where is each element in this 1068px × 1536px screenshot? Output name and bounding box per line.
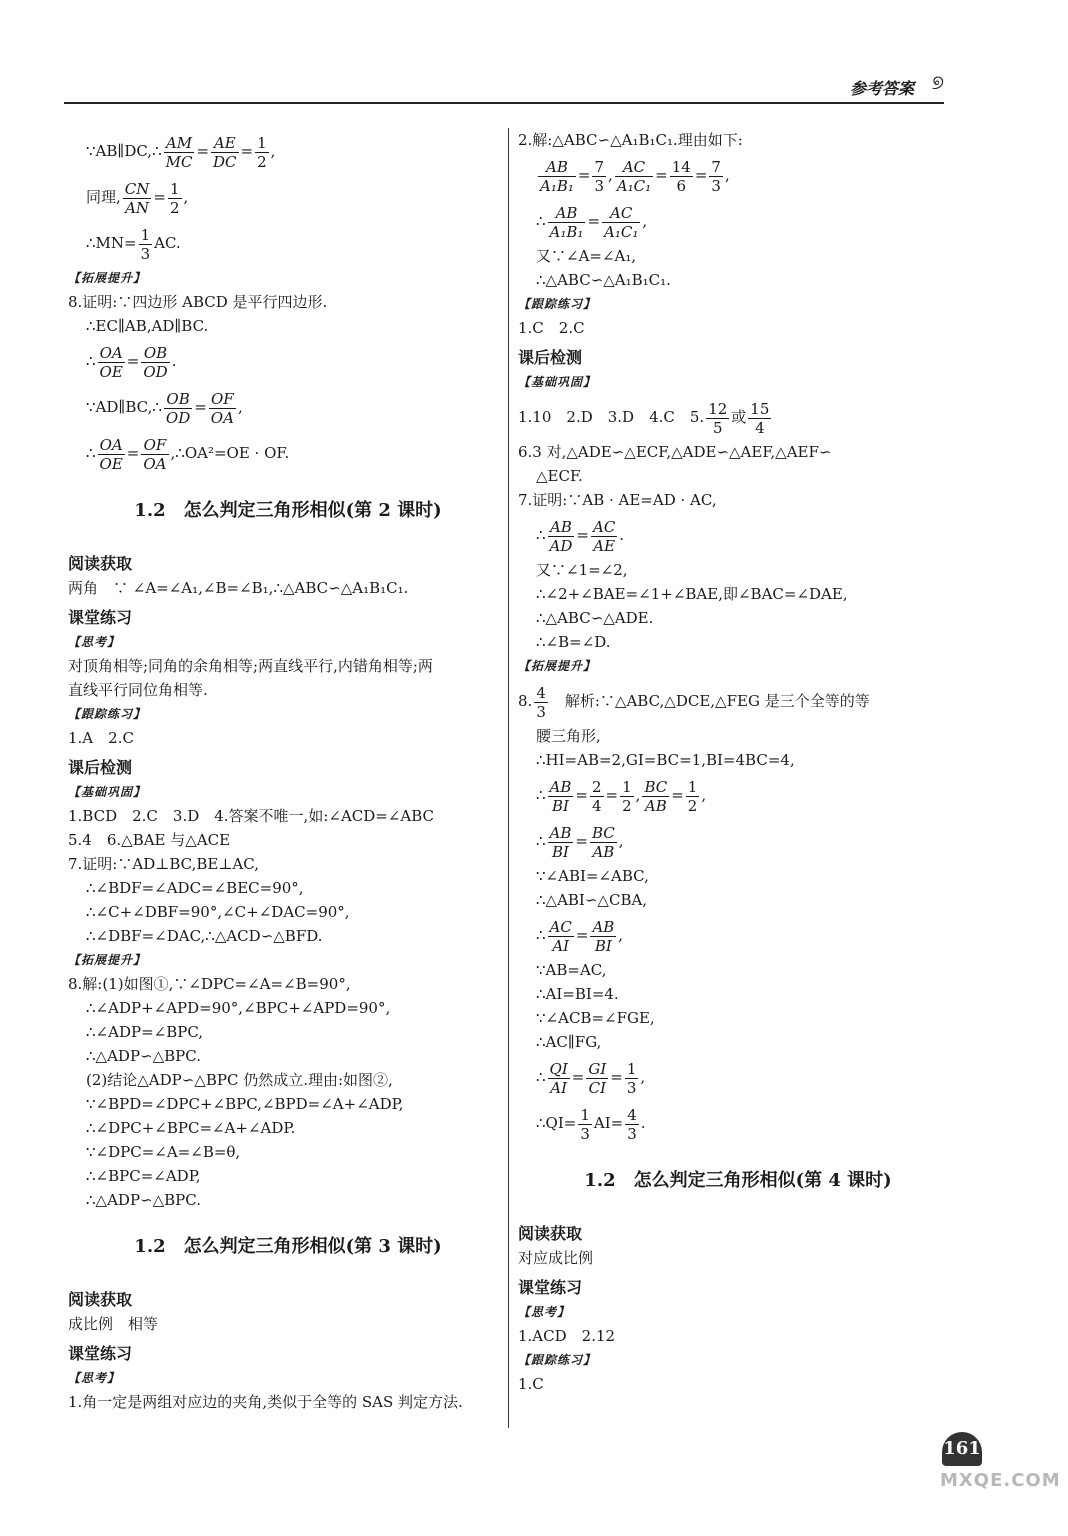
fraction: [534, 684, 548, 721]
numerator: BC: [591, 823, 615, 842]
numerator: OF: [141, 436, 168, 455]
line: 1.C: [518, 1375, 544, 1393]
subheading: 课堂练习: [68, 1344, 133, 1363]
text: ,: [618, 832, 624, 850]
line: ∵∠ABI=∠ABC,: [536, 867, 649, 885]
denominator: 2: [687, 796, 698, 815]
line: [68, 338, 508, 384]
numerator: 1: [622, 777, 632, 796]
subheading: 课堂练习: [518, 1278, 583, 1297]
numerator: AB: [549, 777, 572, 796]
text: =: [571, 1068, 585, 1086]
numerator: 12: [708, 399, 728, 418]
text: .: [640, 1114, 646, 1132]
denominator: AD: [549, 536, 573, 555]
numerator: 1: [140, 225, 151, 244]
numerator: 2: [591, 777, 602, 796]
denominator: 2: [257, 152, 267, 171]
line: ∴AI=BI=4.: [536, 985, 619, 1003]
text: ∵AB∥DC,∴: [86, 142, 162, 160]
line: ∴△ABI∽△CBA,: [536, 891, 648, 909]
denominator: AI: [550, 1078, 568, 1097]
line: ∴∠ADP+∠APD=90°,∠BPC+∠APD=90°,: [86, 999, 391, 1017]
text: =: [694, 166, 708, 184]
header-title: 参考答案: [849, 79, 914, 98]
fraction: [209, 390, 236, 427]
numerator: AB: [538, 158, 576, 177]
line: 5.4 6.△BAE 与△ACE: [68, 831, 231, 849]
subheading: 阅读获取: [68, 1290, 133, 1309]
line: [68, 384, 508, 430]
denominator: OE: [99, 362, 123, 381]
fraction: [548, 204, 586, 241]
numerator: 1: [169, 179, 180, 198]
denominator: BI: [594, 936, 612, 955]
text: ∴: [536, 832, 546, 850]
text: =: [575, 832, 588, 850]
fraction: [548, 918, 574, 955]
line: 8.证明:∵四边形 ABCD 是平行四边形.: [68, 293, 328, 311]
text: ∴: [536, 526, 546, 544]
text: ,: [635, 786, 641, 804]
line: [518, 912, 958, 958]
text: ,: [724, 166, 730, 184]
text: ,: [183, 188, 189, 206]
numerator: OA: [98, 344, 125, 363]
fraction: [548, 1060, 570, 1097]
line: ∴∠BPC=∠ADP,: [86, 1167, 201, 1185]
fraction: [706, 400, 729, 437]
line: ∴△ABC∽△A₁B₁C₁.: [536, 271, 671, 289]
numerator: QI: [549, 1059, 568, 1078]
fraction: [98, 436, 125, 473]
line: ∴∠BDF=∠ADC=∠BEC=90°,: [86, 879, 304, 897]
line: [518, 818, 958, 864]
text: ,: [270, 142, 276, 160]
line: 1.ACD 2.12: [518, 1327, 616, 1345]
fraction: [670, 158, 693, 195]
denominator: OA: [143, 454, 167, 473]
numerator: OA: [98, 436, 125, 455]
numerator: 7: [711, 157, 721, 176]
line: ∴△ADP∽△BPC.: [86, 1047, 201, 1065]
tag-label: 【思考】: [518, 1305, 571, 1319]
line: [518, 152, 958, 198]
line: ∴EC∥AB,AD∥BC.: [86, 317, 209, 335]
numerator: AC: [592, 517, 616, 536]
numerator: 4: [627, 1105, 637, 1124]
line: ∵∠BPD=∠DPC+∠BPC,∠BPD=∠A+∠ADP,: [86, 1095, 404, 1113]
fraction: [578, 1106, 592, 1143]
fraction: [625, 1060, 639, 1097]
denominator: BI: [552, 842, 569, 861]
numerator: BC: [644, 777, 668, 796]
denominator: 5: [712, 418, 723, 437]
text: .: [171, 352, 177, 370]
page-header: [64, 70, 944, 104]
line: 又∵∠1=∠2,: [536, 561, 628, 579]
tag-label: 【思考】: [68, 1371, 121, 1385]
line: 8.解:(1)如图①,∵∠DPC=∠A=∠B=90°,: [68, 975, 351, 993]
line: 两角 ∵ ∠A=∠A₁,∠B=∠B₁,∴△ABC∽△A₁B₁C₁.: [68, 579, 409, 597]
fraction: [586, 1060, 608, 1097]
denominator: DC: [213, 152, 237, 171]
fraction: [548, 778, 574, 815]
text: ∴MN=: [86, 234, 137, 252]
numerator: 1: [626, 1059, 637, 1078]
line: ∵∠DPC=∠A=∠B=θ,: [86, 1143, 241, 1161]
fraction: [602, 204, 640, 241]
line: ∴△ADP∽△BPC.: [86, 1191, 201, 1209]
denominator: 2: [169, 198, 180, 217]
fraction: [590, 918, 616, 955]
tag-label: 【跟踪练习】: [518, 1353, 597, 1367]
fraction: [255, 134, 269, 171]
fraction: [538, 158, 576, 195]
text: ∴: [86, 352, 96, 370]
denominator: A₁B₁: [549, 222, 584, 241]
numerator: 1: [580, 1105, 590, 1124]
denominator: OD: [165, 408, 191, 427]
text: ,: [608, 166, 613, 184]
text: ,∴OA²=OE · OF.: [170, 444, 290, 462]
denominator: AN: [125, 198, 150, 217]
denominator: 4: [755, 418, 765, 437]
text: =: [240, 142, 254, 160]
line: [68, 430, 508, 476]
denominator: CI: [588, 1078, 607, 1097]
tag-label: 【思考】: [68, 635, 121, 649]
text: ∴: [536, 786, 546, 804]
numerator: AC: [549, 917, 572, 936]
fraction: [686, 778, 700, 815]
text: ∴: [536, 926, 546, 944]
numerator: 4: [536, 683, 546, 702]
text: AC.: [154, 234, 181, 252]
tag-label: 【拓展提升】: [68, 271, 147, 285]
line: (2)结论△ADP∽△BPC 仍然成立.理由:如图②,: [86, 1071, 393, 1089]
numerator: AB: [549, 823, 572, 842]
text: ,: [642, 212, 648, 230]
line: 1.BCD 2.C 3.D 4.答案不唯一,如:∠ACD=∠ABC: [68, 807, 435, 825]
denominator: 6: [676, 176, 687, 195]
numerator: OB: [164, 390, 192, 409]
denominator: 3: [140, 244, 151, 263]
watermark-logo: MXQE.COM: [940, 1470, 1061, 1491]
fraction: [123, 180, 152, 217]
line: ∴∠B=∠D.: [536, 633, 611, 651]
numerator: CN: [124, 179, 150, 198]
fraction: [139, 226, 153, 263]
text: .: [619, 526, 625, 544]
text: ∵AD∥BC,∴: [86, 398, 162, 416]
line: 7.证明:∵AB · AE=AD · AC,: [518, 491, 717, 509]
subheading: 阅读获取: [68, 554, 133, 573]
section-title: 1.2 怎么判定三角形相似(第 4 课时): [584, 1170, 892, 1191]
denominator: 3: [594, 176, 605, 195]
text: ,: [237, 398, 243, 416]
text: 同理,: [86, 188, 121, 206]
fraction: [590, 778, 604, 815]
line: ∵∠ACB=∠FGE,: [536, 1009, 655, 1027]
line: 直线平行同位角相等.: [68, 681, 208, 699]
numerator: AC: [615, 158, 653, 177]
text: =: [587, 212, 601, 230]
text: ∴: [536, 212, 546, 230]
denominator: OE: [99, 454, 123, 473]
subheading: 课堂练习: [68, 608, 133, 627]
line: 对应成比例: [518, 1249, 594, 1267]
numerator: OB: [141, 344, 169, 363]
text: ∴QI=: [536, 1114, 577, 1132]
line: [518, 512, 958, 558]
line: ∴∠DPC+∠BPC=∠A+∠ADP.: [86, 1119, 296, 1137]
line: 6.3 对,△ADE∽△ECF,△ADE∽△AEF,△AEF∽: [518, 443, 832, 461]
fraction: [591, 518, 617, 555]
line: 成比例 相等: [68, 1315, 159, 1333]
denominator: 3: [626, 1078, 637, 1097]
fraction: [590, 824, 617, 861]
line: ∴∠C+∠DBF=90°,∠C+∠DAC=90°,: [86, 903, 350, 921]
text: 或: [731, 408, 747, 426]
line: ∴AC∥FG,: [536, 1033, 602, 1051]
numerator: 14: [671, 157, 691, 176]
tag-label: 【基础巩固】: [518, 375, 597, 389]
section-title: 1.2 怎么判定三角形相似(第 3 课时): [134, 1236, 442, 1257]
subheading: 课后检测: [518, 348, 583, 367]
text: =: [605, 786, 619, 804]
text: =: [576, 526, 589, 544]
denominator: MC: [165, 152, 193, 171]
fraction: [625, 1106, 639, 1143]
line: 对顶角相等;同角的余角相等;两直线平行,内错角相等;两: [68, 657, 433, 675]
denominator: OD: [143, 362, 168, 381]
denominator: AI: [552, 936, 570, 955]
tag-label: 【跟踪练习】: [68, 707, 147, 721]
text: =: [194, 398, 207, 416]
numerator: AC: [602, 204, 640, 223]
line: [518, 198, 958, 244]
denominator: 3: [580, 1124, 590, 1143]
text: ∴: [536, 1068, 546, 1086]
text: =: [575, 786, 588, 804]
fraction: [642, 778, 669, 815]
fraction: [98, 344, 125, 381]
line: [68, 174, 508, 220]
text: 解析:∵△ABC,△DCE,△FEG 是三个全等的等: [549, 692, 870, 710]
fraction: [615, 158, 653, 195]
fraction: [164, 134, 195, 171]
denominator: A₁C₁: [616, 176, 652, 195]
fraction: [548, 518, 575, 555]
fraction: [748, 400, 771, 437]
denominator: A₁B₁: [540, 176, 574, 195]
line: [68, 220, 508, 266]
line: 1.A 2.C: [68, 729, 134, 747]
fraction: [620, 778, 634, 815]
header-ornament-icon: ୭: [931, 70, 944, 94]
line: ∴△ABC∽△ADE.: [536, 609, 654, 627]
line: [68, 128, 508, 174]
fraction: [168, 180, 182, 217]
denominator: 4: [591, 796, 602, 815]
tag-label: 【拓展提升】: [68, 953, 147, 967]
tag-label: 【拓展提升】: [518, 659, 597, 673]
denominator: 3: [536, 702, 546, 721]
numerator: AB: [548, 204, 586, 223]
column-divider: [508, 128, 509, 1428]
denominator: A₁C₁: [604, 222, 639, 241]
line: [518, 1054, 958, 1100]
denominator: AB: [644, 796, 667, 815]
numerator: AM: [164, 134, 195, 153]
text: =: [655, 166, 668, 184]
right-column: [518, 128, 958, 1396]
denominator: 3: [627, 1124, 637, 1143]
fraction: [211, 134, 239, 171]
numerator: OF: [209, 390, 236, 409]
fraction: [164, 390, 192, 427]
numerator: AB: [548, 518, 575, 537]
left-column: [68, 128, 508, 1414]
subheading: 课后检测: [68, 758, 133, 777]
line: [518, 1100, 958, 1146]
text: 1.10 2.D 3.D 4.C 5.: [518, 408, 705, 426]
denominator: 3: [711, 176, 721, 195]
text: ∴: [86, 444, 96, 462]
line: 7.证明:∵AD⊥BC,BE⊥AC,: [68, 855, 259, 873]
fraction: [141, 436, 168, 473]
numerator: 1: [687, 777, 698, 796]
text: =: [575, 926, 589, 944]
line: ∵AB=AC,: [536, 961, 607, 979]
denominator: AE: [593, 536, 616, 555]
subheading: 阅读获取: [518, 1224, 583, 1243]
numerator: AE: [211, 134, 239, 153]
line: △ECF.: [536, 467, 583, 485]
line: 1.C 2.C: [518, 319, 585, 337]
fraction: [592, 158, 606, 195]
tag-label: 【基础巩固】: [68, 785, 147, 799]
text: =: [126, 444, 140, 462]
section-title: 1.2 怎么判定三角形相似(第 2 课时): [134, 500, 442, 521]
numerator: AB: [592, 917, 615, 936]
page-number: 161: [942, 1432, 982, 1466]
text: =: [577, 166, 591, 184]
text: ,: [618, 926, 624, 944]
numerator: 1: [257, 133, 267, 152]
text: =: [671, 786, 684, 804]
line: [518, 678, 958, 724]
line: 又∵∠A=∠A₁,: [536, 247, 637, 265]
line: 1.角一定是两组对应边的夹角,类似于全等的 SAS 判定方法.: [68, 1393, 463, 1411]
line: ∴∠2+∠BAE=∠1+∠BAE,即∠BAC=∠DAE,: [536, 585, 848, 603]
text: ,: [640, 1068, 646, 1086]
line: ∴HI=AB=2,GI=BC=1,BI=4BC=4,: [536, 751, 795, 769]
fraction: [709, 158, 723, 195]
text: =: [610, 1068, 623, 1086]
fraction: [548, 824, 574, 861]
numerator: 7: [594, 157, 605, 176]
line: ∴∠ADP=∠BPC,: [86, 1023, 204, 1041]
text: =: [153, 188, 166, 206]
line: ∴∠DBF=∠DAC,∴△ACD∽△BFD.: [86, 927, 323, 945]
line: [518, 394, 958, 440]
numerator: 15: [750, 399, 770, 418]
denominator: 2: [622, 796, 632, 815]
text: 8.: [518, 692, 533, 710]
line: 腰三角形,: [536, 727, 601, 745]
numerator: GI: [588, 1059, 607, 1078]
denominator: AB: [592, 842, 615, 861]
text: AI=: [593, 1114, 624, 1132]
tag-label: 【跟踪练习】: [518, 297, 597, 311]
text: ,: [701, 786, 707, 804]
text: =: [196, 142, 210, 160]
denominator: OA: [210, 408, 234, 427]
fraction: [141, 344, 169, 381]
denominator: BI: [552, 796, 569, 815]
text: =: [126, 352, 140, 370]
line: 2.解:△ABC∽△A₁B₁C₁.理由如下:: [518, 131, 743, 149]
line: [518, 772, 958, 818]
